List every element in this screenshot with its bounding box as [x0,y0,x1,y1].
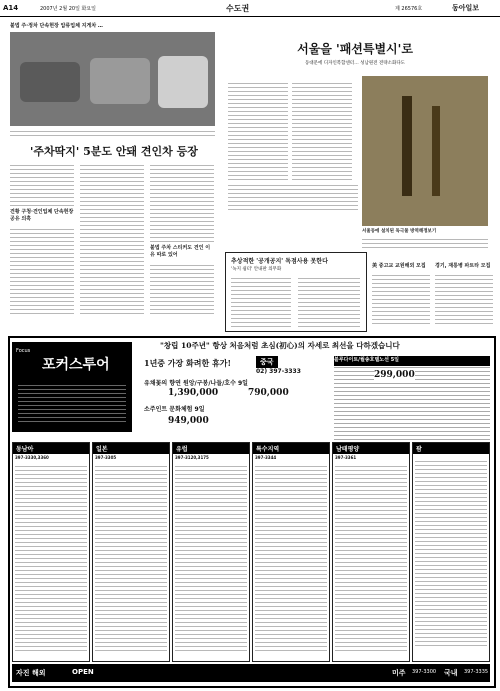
ad-column-label: 특수지역 [253,443,329,454]
ad-price2: 790,000 [248,388,289,398]
ad-bottom-strip [12,664,490,682]
ad-columns [12,442,490,662]
ad-bottom-right1-phone: 397-3300 [412,669,437,675]
ad-column-text [95,463,167,653]
story1-subhead2: 불법 주차 스티커도 견인 이유 따로 있어 [150,245,211,258]
publication-name: 동아일보 [452,3,480,12]
column-text-right [298,275,360,327]
notice-right-title: 경기, 재롱병 파트타 모집 [435,263,491,269]
car-shape [20,62,80,102]
ad-column-label: 괌 [413,443,489,454]
issue-number: 제 26576호 [395,6,423,12]
ad-column-phone: 397-3305 [95,455,117,460]
ad-column-label: 남태평양 [333,443,409,454]
ad-column [332,442,410,662]
plant-stem-shape [432,106,440,196]
ad-special-price: 299,000 [374,370,415,380]
ad-special: 블루다이트/월송호텔노선 5일 [334,356,490,366]
story1-col1-text [10,162,74,206]
ad-column-phone: 397-3361 [335,455,357,460]
brand-en: Focus [16,348,31,354]
story1-col1-text2 [10,226,74,314]
ad-bottom-right2: 국내 [444,669,458,677]
column-box [225,252,367,332]
ad-column-label: 유럽 [173,443,249,454]
notice-left-title: 美 중고교 교원해외 모집 [372,263,426,269]
ad-column-phone: 397-3120,3175 [175,455,209,460]
plant-stem-shape [402,96,412,196]
ad-column-label: 일본 [93,443,169,454]
ad-promo-block [138,356,330,440]
story2-subhead: 동대문에 디자인복합센터… 성남원전 전략소화다도 [304,61,406,66]
ad-column [252,442,330,662]
photo-caption-text [10,128,215,138]
story1-col3-text [150,162,214,242]
ad-bottom-left: 자진 해외 [16,669,46,677]
column-subtitle: '녹지 쉼터' 안내판 의무화 [231,267,282,272]
story2-col1 [228,80,288,180]
story1-headline: '주차딱지' 5분도 안돼 견인차 등장 [30,145,198,158]
story1-col2-text [80,162,144,314]
ad-column [92,442,170,662]
car-shape [90,58,150,104]
story1-col3-text2 [150,262,214,314]
ad-price3: 949,000 [168,416,209,426]
ad-headline: "창립 10주년" 항상 처음처럼 초심(初心)의 자세로 최선을 다하겠습니다 [160,341,400,350]
truck-shape [158,56,208,108]
ad-bottom-right2-phone: 397-3335 [464,669,489,675]
section-title: 수도권 [226,4,250,13]
ad-brand-block [12,342,132,432]
ad-slogan: 1년중 가장 화려한 휴가! [144,358,231,368]
story2-text-lower [228,182,358,212]
ad-column-text [175,463,247,653]
page-header [0,0,500,17]
ad-region: 중국 [256,356,278,368]
notice-left-text [372,272,430,324]
ad-column-phone: 397-3344 [255,455,277,460]
page-number: A14 [3,4,19,12]
ad-column-label: 동남아 [13,443,89,454]
story2-caption-text [362,236,488,250]
ad-price1: 1,390,000 [168,388,219,398]
ad-special-block [334,356,490,440]
brand-text [18,382,126,422]
ad-column [12,442,90,662]
story2-col2 [292,80,352,180]
ad-column-text [255,463,327,653]
travel-advertisement [8,336,496,688]
ad-column-text [335,463,407,653]
story2-photo-caption: 서울동에 설치된 독극물 방역해정보기 [362,229,437,234]
ad-column [412,442,490,662]
story1-subhead1: 견황 구청·견인업체 단속현장 공유 의혹 [10,209,74,222]
notice-right-text [435,272,493,324]
brand-name: 포커스투어 [42,357,110,373]
ad-bottom-right1: 미주 [392,669,406,677]
story2-headline: 서울을 '패션특별시'로 [297,42,413,56]
ad-column-phone [413,454,489,456]
story2-photo [362,76,488,226]
column-title: 추상적한 '공개공지' 독점사용 못한다 [231,258,328,265]
photo-caption-top: 불법 주·정차 단속현장 압류업체 지게차 … [10,23,103,29]
ad-phone: 02) 397-3333 [256,368,301,375]
story1-photo [10,32,215,126]
ad-column-text [415,458,487,648]
page-date: 2007년 2월 20일 화요일 [40,6,97,12]
column-text-left [231,275,291,327]
ad-bottom-open: OPEN [72,668,94,676]
ad-column [172,442,250,662]
ad-column-phone: 397-3330,3360 [15,455,49,460]
ad-promo1: 유채꽃의 향연 원앙/구봉/나들/호수 9일 [144,380,248,387]
ad-column-text [15,463,87,653]
ad-promo2: 소주인트 문화체험 9일 [144,406,205,413]
